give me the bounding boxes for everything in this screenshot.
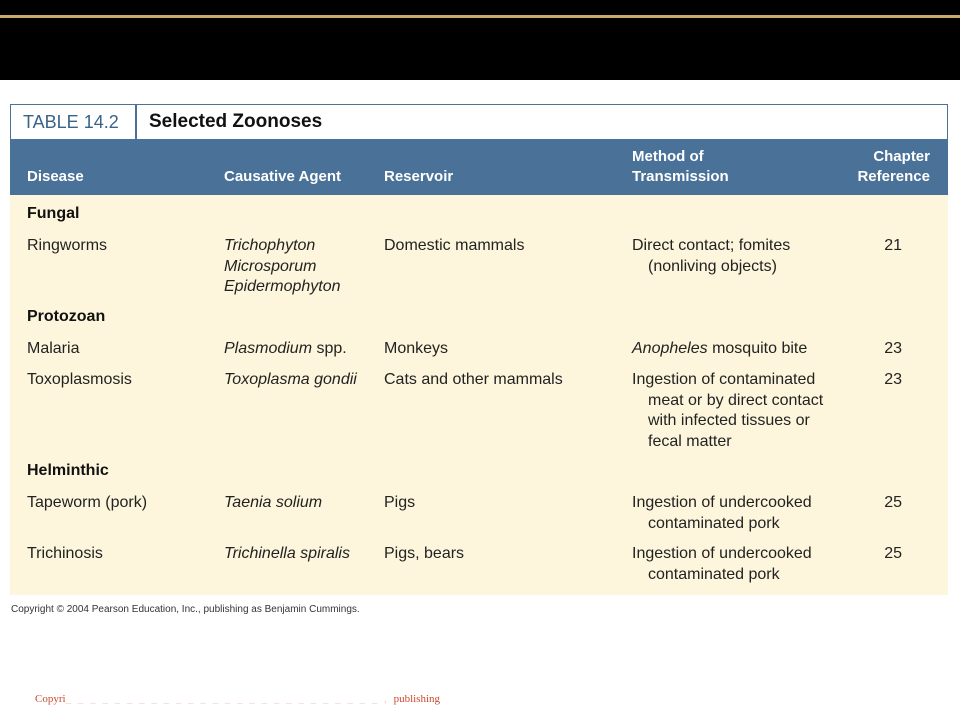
- row-toxoplasmosis-reservoir: Cats and other mammals: [384, 371, 563, 388]
- row-trichinosis-reservoir: Pigs, bears: [384, 545, 465, 562]
- row-ringworms-method: [632, 236, 832, 277]
- header-chapter-line1: Chapter: [873, 148, 930, 165]
- method-line: Ingestion of contaminated: [632, 371, 816, 388]
- header-causative-agent: Causative Agent: [224, 168, 341, 185]
- row-malaria-reservoir: Monkeys: [384, 340, 449, 357]
- row-tapeworm-reservoir: Pigs: [384, 494, 416, 511]
- row-malaria-chapter: 23: [884, 340, 902, 357]
- table-copyright: Copyright © 2004 Pearson Education, Inc., publishing as Benjamin Cummings.: [11, 604, 360, 615]
- row-toxoplasmosis-agent: Toxoplasma gondii: [224, 371, 357, 388]
- row-tapeworm-chapter: 25: [884, 494, 902, 511]
- method-vector: Anopheles: [632, 340, 708, 357]
- category-helminthic: Helminthic: [27, 462, 109, 479]
- row-trichinosis-agent: Trichinella spiralis: [224, 545, 350, 562]
- method-line: contaminated pork: [648, 565, 780, 583]
- footer-start: Copyri: [35, 693, 66, 705]
- row-tapeworm-disease: Tapeworm (pork): [27, 494, 148, 511]
- row-trichinosis-disease: Trichinosis: [27, 545, 103, 562]
- method-line: Direct contact; fomites: [632, 237, 791, 254]
- method-rest: mosquito bite: [707, 340, 808, 357]
- slide-title-bar: [0, 0, 960, 80]
- row-trichinosis-method: [632, 544, 832, 585]
- row-toxoplasmosis-method: [632, 370, 832, 452]
- header-method-line1: Method of: [632, 148, 704, 165]
- row-malaria-disease: Malaria: [27, 340, 80, 357]
- row-malaria-agent: [224, 339, 384, 360]
- agent-suffix: spp.: [312, 340, 347, 357]
- agent-line: Trichophyton: [224, 237, 316, 254]
- row-ringworms-disease: Ringworms: [27, 237, 108, 254]
- title-bar-rule: [0, 15, 960, 18]
- table-body: [10, 195, 948, 595]
- table-title: Selected Zoonoses: [149, 111, 323, 132]
- method-line: Ingestion of undercooked: [632, 494, 812, 511]
- method-line: (nonliving objects): [648, 257, 777, 275]
- header-chapter-line2: Reference: [857, 168, 930, 185]
- table-header-row: [10, 139, 948, 195]
- row-ringworms-chapter: 21: [884, 237, 902, 254]
- row-ringworms-reservoir: Domestic mammals: [384, 237, 525, 254]
- table-number: TABLE 14.2: [11, 105, 137, 139]
- row-trichinosis-chapter: 25: [884, 545, 902, 562]
- row-toxoplasmosis-chapter: 23: [884, 371, 902, 388]
- method-line: fecal matter: [648, 432, 732, 450]
- header-disease: Disease: [27, 168, 84, 185]
- row-malaria-method: [632, 339, 832, 360]
- header-reservoir: Reservoir: [384, 168, 454, 185]
- row-ringworms-agent: [224, 236, 384, 298]
- method-line: meat or by direct contact: [648, 391, 824, 409]
- category-fungal: Fungal: [27, 205, 80, 222]
- method-line: with infected tissues or: [648, 412, 810, 429]
- slide-footer: Copyri_ _ _ _ _ _ _ _ _ _ _ _ _ _ _ _ _ _ _ _ _ _ _ _ _ _ , publishing: [35, 693, 441, 705]
- zoonoses-table: [10, 104, 948, 595]
- agent-genus: Plasmodium: [224, 340, 313, 357]
- row-toxoplasmosis-disease: Toxoplasmosis: [27, 371, 132, 388]
- category-protozoan: Protozoan: [27, 308, 106, 325]
- footer-middle: publishing: [393, 693, 441, 705]
- header-chapter-reference: [830, 147, 930, 187]
- method-line: contaminated pork: [648, 514, 780, 532]
- method-line: Ingestion of undercooked: [632, 545, 812, 562]
- row-tapeworm-agent: Taenia solium: [224, 494, 323, 511]
- agent-line: Microsporum: [224, 257, 317, 275]
- row-tapeworm-method: [632, 493, 832, 534]
- agent-line: Epidermophyton: [224, 278, 341, 295]
- header-method-line2: Transmission: [632, 168, 729, 185]
- table-title-row: [10, 104, 948, 139]
- header-method-of-transmission: [632, 147, 792, 187]
